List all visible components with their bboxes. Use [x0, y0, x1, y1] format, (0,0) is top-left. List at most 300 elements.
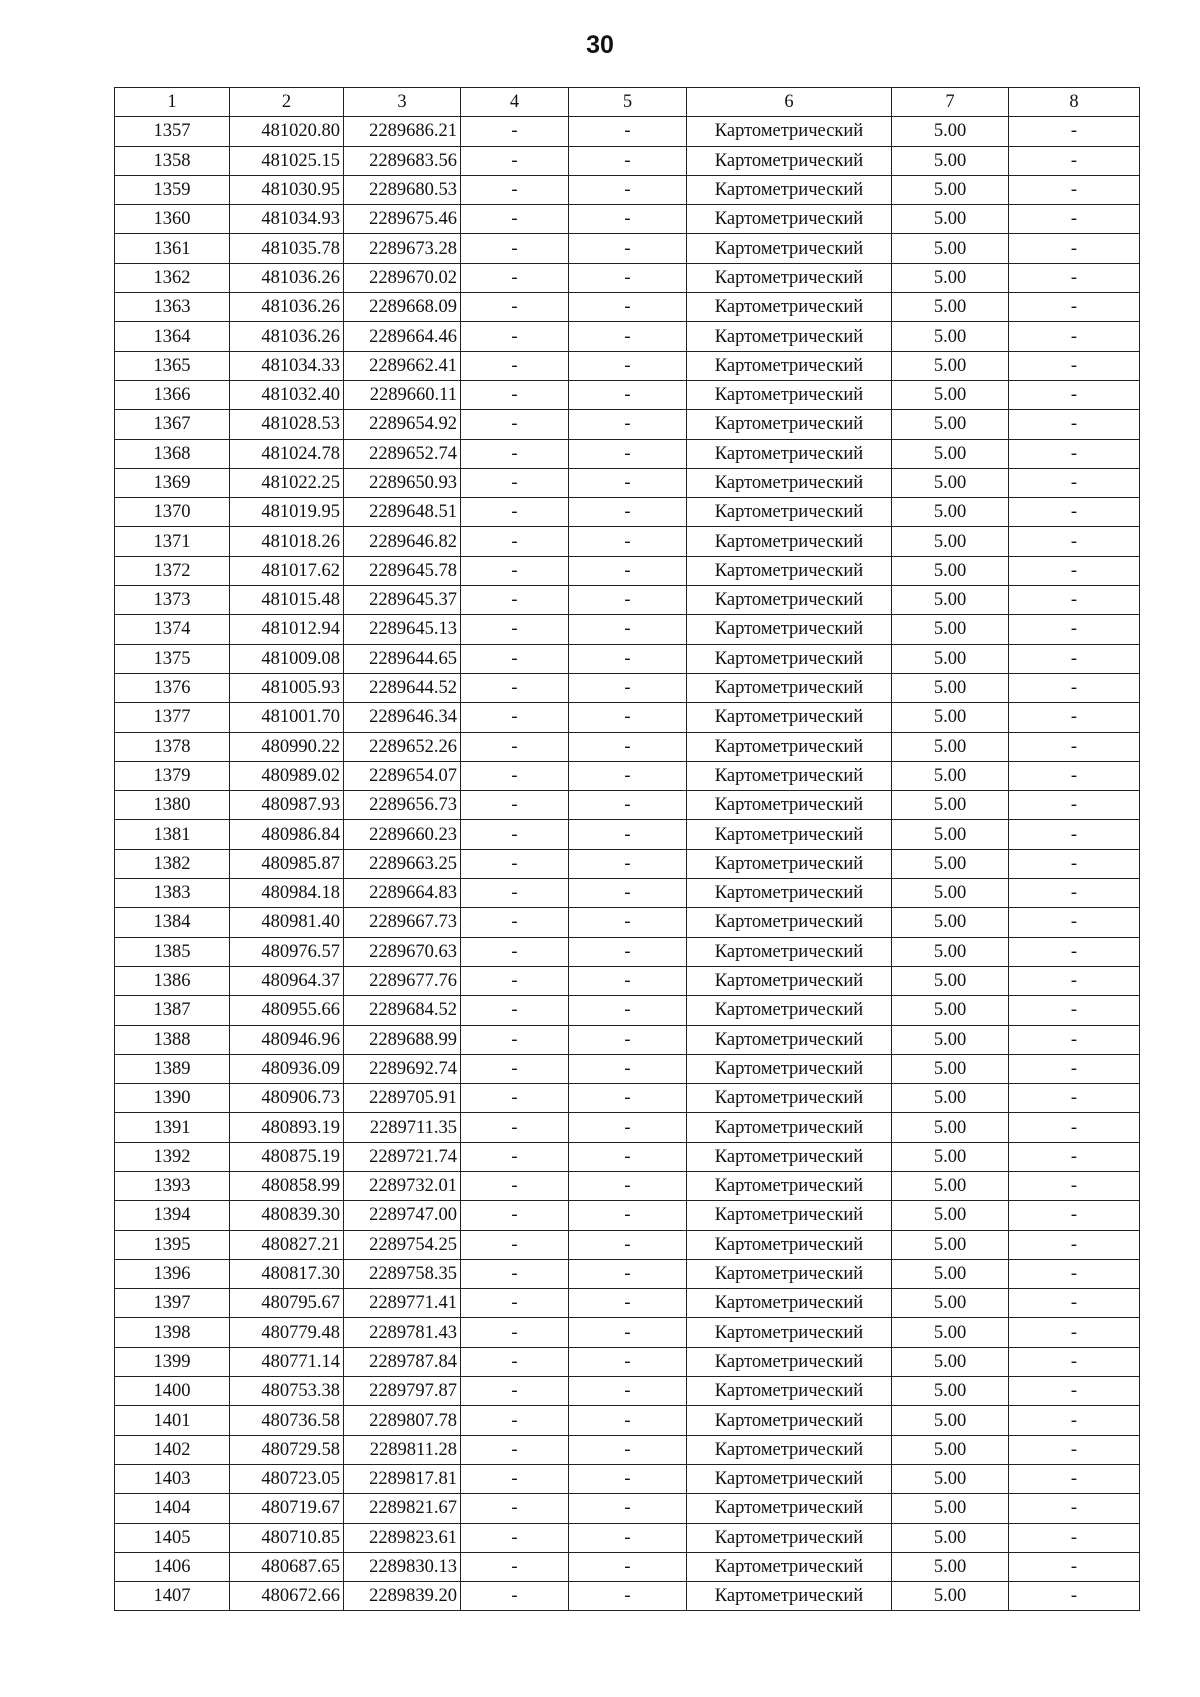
method-cell: Картометрический: [687, 908, 892, 937]
accuracy-cell: 5.00: [892, 439, 1009, 468]
accuracy-cell: 5.00: [892, 498, 1009, 527]
x-coordinate-cell: 480987.93: [230, 791, 344, 820]
col8-cell: -: [1009, 703, 1140, 732]
table-row: [115, 205, 1140, 234]
y-coordinate-cell: 2289654.07: [344, 761, 461, 790]
method-cell: Картометрический: [687, 380, 892, 409]
accuracy-cell: 5.00: [892, 1523, 1009, 1552]
point-number-cell: 1386: [115, 966, 230, 995]
method-cell: Картометрический: [687, 146, 892, 175]
point-number-cell: 1407: [115, 1582, 230, 1611]
col5-cell: -: [569, 1377, 687, 1406]
col8-cell: -: [1009, 615, 1140, 644]
col5-cell: -: [569, 1201, 687, 1230]
y-coordinate-cell: 2289652.26: [344, 732, 461, 761]
accuracy-cell: 5.00: [892, 1435, 1009, 1464]
col4-cell: -: [461, 146, 569, 175]
accuracy-cell: 5.00: [892, 644, 1009, 673]
method-cell: Картометрический: [687, 820, 892, 849]
col8-cell: -: [1009, 996, 1140, 1025]
table-row: [115, 1435, 1140, 1464]
accuracy-cell: 5.00: [892, 673, 1009, 702]
col8-cell: -: [1009, 410, 1140, 439]
x-coordinate-cell: 480985.87: [230, 849, 344, 878]
y-coordinate-cell: 2289646.82: [344, 527, 461, 556]
y-coordinate-cell: 2289673.28: [344, 234, 461, 263]
method-cell: Картометрический: [687, 1230, 892, 1259]
table-row: [115, 380, 1140, 409]
x-coordinate-cell: 481017.62: [230, 556, 344, 585]
table-row: [115, 175, 1140, 204]
method-cell: Картометрический: [687, 117, 892, 146]
y-coordinate-cell: 2289654.92: [344, 410, 461, 439]
col5-cell: -: [569, 849, 687, 878]
y-coordinate-cell: 2289664.46: [344, 322, 461, 351]
point-number-cell: 1363: [115, 293, 230, 322]
point-number-cell: 1388: [115, 1025, 230, 1054]
table-row: [115, 644, 1140, 673]
x-coordinate-cell: 480989.02: [230, 761, 344, 790]
x-coordinate-cell: 481034.93: [230, 205, 344, 234]
table-row: [115, 527, 1140, 556]
col5-cell: -: [569, 996, 687, 1025]
method-cell: Картометрический: [687, 1464, 892, 1493]
y-coordinate-cell: 2289644.65: [344, 644, 461, 673]
col4-cell: -: [461, 1230, 569, 1259]
col4-cell: -: [461, 791, 569, 820]
point-number-cell: 1357: [115, 117, 230, 146]
point-number-cell: 1378: [115, 732, 230, 761]
coordinates-table: [114, 87, 1140, 1611]
method-cell: Картометрический: [687, 732, 892, 761]
col8-cell: -: [1009, 322, 1140, 351]
col5-cell: -: [569, 527, 687, 556]
point-number-cell: 1362: [115, 263, 230, 292]
accuracy-cell: 5.00: [892, 380, 1009, 409]
table-row: [115, 586, 1140, 615]
x-coordinate-cell: 481036.26: [230, 263, 344, 292]
table-row: [115, 1142, 1140, 1171]
point-number-cell: 1385: [115, 937, 230, 966]
col4-cell: -: [461, 1142, 569, 1171]
col4-cell: -: [461, 527, 569, 556]
accuracy-cell: 5.00: [892, 322, 1009, 351]
x-coordinate-cell: 481005.93: [230, 673, 344, 702]
y-coordinate-cell: 2289686.21: [344, 117, 461, 146]
x-coordinate-cell: 481032.40: [230, 380, 344, 409]
x-coordinate-cell: 480936.09: [230, 1054, 344, 1083]
x-coordinate-cell: 480981.40: [230, 908, 344, 937]
table-row: [115, 1347, 1140, 1376]
table-row: [115, 1259, 1140, 1288]
y-coordinate-cell: 2289811.28: [344, 1435, 461, 1464]
method-cell: Картометрический: [687, 1171, 892, 1200]
y-coordinate-cell: 2289664.83: [344, 879, 461, 908]
table-row: [115, 1377, 1140, 1406]
method-cell: Картометрический: [687, 1201, 892, 1230]
col5-cell: -: [569, 644, 687, 673]
table-row: [115, 117, 1140, 146]
accuracy-cell: 5.00: [892, 586, 1009, 615]
col8-cell: -: [1009, 1318, 1140, 1347]
point-number-cell: 1377: [115, 703, 230, 732]
col5-cell: -: [569, 1084, 687, 1113]
col5-cell: -: [569, 322, 687, 351]
x-coordinate-cell: 481012.94: [230, 615, 344, 644]
point-number-cell: 1400: [115, 1377, 230, 1406]
accuracy-cell: 5.00: [892, 996, 1009, 1025]
col5-cell: -: [569, 937, 687, 966]
col4-cell: -: [461, 644, 569, 673]
col5-cell: -: [569, 380, 687, 409]
x-coordinate-cell: 480839.30: [230, 1201, 344, 1230]
col5-cell: -: [569, 673, 687, 702]
point-number-cell: 1405: [115, 1523, 230, 1552]
col5-cell: -: [569, 439, 687, 468]
col4-cell: -: [461, 293, 569, 322]
x-coordinate-cell: 480753.38: [230, 1377, 344, 1406]
method-cell: Картометрический: [687, 1406, 892, 1435]
point-number-cell: 1375: [115, 644, 230, 673]
col5-cell: -: [569, 1347, 687, 1376]
y-coordinate-cell: 2289670.63: [344, 937, 461, 966]
col5-cell: -: [569, 1406, 687, 1435]
col8-cell: -: [1009, 468, 1140, 497]
accuracy-cell: 5.00: [892, 263, 1009, 292]
x-coordinate-cell: 481028.53: [230, 410, 344, 439]
table-row: [115, 996, 1140, 1025]
table-row: [115, 1025, 1140, 1054]
col5-cell: -: [569, 966, 687, 995]
col4-cell: -: [461, 586, 569, 615]
column-header: 2: [230, 88, 344, 117]
col8-cell: -: [1009, 234, 1140, 263]
col5-cell: -: [569, 234, 687, 263]
col8-cell: -: [1009, 1054, 1140, 1083]
x-coordinate-cell: 481030.95: [230, 175, 344, 204]
col8-cell: -: [1009, 556, 1140, 585]
point-number-cell: 1374: [115, 615, 230, 644]
col5-cell: -: [569, 703, 687, 732]
col8-cell: -: [1009, 1406, 1140, 1435]
table-row: [115, 1084, 1140, 1113]
x-coordinate-cell: 480723.05: [230, 1464, 344, 1493]
col8-cell: -: [1009, 1523, 1140, 1552]
accuracy-cell: 5.00: [892, 1464, 1009, 1493]
accuracy-cell: 5.00: [892, 1142, 1009, 1171]
x-coordinate-cell: 480771.14: [230, 1347, 344, 1376]
table-row: [115, 146, 1140, 175]
table-row: [115, 761, 1140, 790]
method-cell: Картометрический: [687, 1142, 892, 1171]
column-header: 6: [687, 88, 892, 117]
col5-cell: -: [569, 175, 687, 204]
point-number-cell: 1392: [115, 1142, 230, 1171]
method-cell: Картометрический: [687, 205, 892, 234]
point-number-cell: 1399: [115, 1347, 230, 1376]
col8-cell: -: [1009, 293, 1140, 322]
point-number-cell: 1379: [115, 761, 230, 790]
col5-cell: -: [569, 732, 687, 761]
y-coordinate-cell: 2289781.43: [344, 1318, 461, 1347]
col5-cell: -: [569, 1523, 687, 1552]
x-coordinate-cell: 481001.70: [230, 703, 344, 732]
table-row: [115, 849, 1140, 878]
point-number-cell: 1381: [115, 820, 230, 849]
y-coordinate-cell: 2289721.74: [344, 1142, 461, 1171]
method-cell: Картометрический: [687, 937, 892, 966]
col5-cell: -: [569, 820, 687, 849]
method-cell: Картометрический: [687, 879, 892, 908]
y-coordinate-cell: 2289652.74: [344, 439, 461, 468]
y-coordinate-cell: 2289677.76: [344, 966, 461, 995]
col4-cell: -: [461, 556, 569, 585]
x-coordinate-cell: 481009.08: [230, 644, 344, 673]
col4-cell: -: [461, 1201, 569, 1230]
method-cell: Картометрический: [687, 263, 892, 292]
accuracy-cell: 5.00: [892, 556, 1009, 585]
table-row: [115, 1113, 1140, 1142]
table-row: [115, 791, 1140, 820]
method-cell: Картометрический: [687, 1582, 892, 1611]
col4-cell: -: [461, 1347, 569, 1376]
point-number-cell: 1361: [115, 234, 230, 263]
col8-cell: -: [1009, 791, 1140, 820]
y-coordinate-cell: 2289705.91: [344, 1084, 461, 1113]
accuracy-cell: 5.00: [892, 146, 1009, 175]
table-row: [115, 966, 1140, 995]
table-row: [115, 1523, 1140, 1552]
col8-cell: -: [1009, 908, 1140, 937]
col4-cell: -: [461, 849, 569, 878]
table-row: [115, 1289, 1140, 1318]
method-cell: Картометрический: [687, 761, 892, 790]
accuracy-cell: 5.00: [892, 1259, 1009, 1288]
point-number-cell: 1398: [115, 1318, 230, 1347]
col8-cell: -: [1009, 1347, 1140, 1376]
point-number-cell: 1402: [115, 1435, 230, 1464]
col5-cell: -: [569, 1113, 687, 1142]
col5-cell: -: [569, 1142, 687, 1171]
x-coordinate-cell: 480719.67: [230, 1494, 344, 1523]
col4-cell: -: [461, 1113, 569, 1142]
col8-cell: -: [1009, 586, 1140, 615]
y-coordinate-cell: 2289839.20: [344, 1582, 461, 1611]
point-number-cell: 1383: [115, 879, 230, 908]
col4-cell: -: [461, 732, 569, 761]
table-row: [115, 1582, 1140, 1611]
col4-cell: -: [461, 1377, 569, 1406]
table-row: [115, 293, 1140, 322]
x-coordinate-cell: 480858.99: [230, 1171, 344, 1200]
y-coordinate-cell: 2289683.56: [344, 146, 461, 175]
accuracy-cell: 5.00: [892, 908, 1009, 937]
col4-cell: -: [461, 410, 569, 439]
col4-cell: -: [461, 761, 569, 790]
accuracy-cell: 5.00: [892, 1230, 1009, 1259]
point-number-cell: 1394: [115, 1201, 230, 1230]
page-number: 30: [586, 31, 614, 59]
method-cell: Картометрический: [687, 410, 892, 439]
accuracy-cell: 5.00: [892, 1347, 1009, 1376]
col8-cell: -: [1009, 205, 1140, 234]
col8-cell: -: [1009, 351, 1140, 380]
col5-cell: -: [569, 1259, 687, 1288]
table-row: [115, 1054, 1140, 1083]
accuracy-cell: 5.00: [892, 1582, 1009, 1611]
accuracy-cell: 5.00: [892, 1406, 1009, 1435]
col4-cell: -: [461, 205, 569, 234]
x-coordinate-cell: 480946.96: [230, 1025, 344, 1054]
x-coordinate-cell: 480984.18: [230, 879, 344, 908]
x-coordinate-cell: 480687.65: [230, 1552, 344, 1581]
x-coordinate-cell: 481022.25: [230, 468, 344, 497]
x-coordinate-cell: 480990.22: [230, 732, 344, 761]
col8-cell: -: [1009, 1259, 1140, 1288]
method-cell: Картометрический: [687, 1289, 892, 1318]
accuracy-cell: 5.00: [892, 1377, 1009, 1406]
col8-cell: -: [1009, 820, 1140, 849]
accuracy-cell: 5.00: [892, 175, 1009, 204]
point-number-cell: 1359: [115, 175, 230, 204]
col4-cell: -: [461, 322, 569, 351]
accuracy-cell: 5.00: [892, 966, 1009, 995]
col5-cell: -: [569, 615, 687, 644]
y-coordinate-cell: 2289823.61: [344, 1523, 461, 1552]
y-coordinate-cell: 2289645.37: [344, 586, 461, 615]
method-cell: Картометрический: [687, 996, 892, 1025]
method-cell: Картометрический: [687, 1259, 892, 1288]
y-coordinate-cell: 2289797.87: [344, 1377, 461, 1406]
col5-cell: -: [569, 1054, 687, 1083]
point-number-cell: 1364: [115, 322, 230, 351]
col4-cell: -: [461, 966, 569, 995]
accuracy-cell: 5.00: [892, 1171, 1009, 1200]
x-coordinate-cell: 480779.48: [230, 1318, 344, 1347]
accuracy-cell: 5.00: [892, 234, 1009, 263]
table-row: [115, 937, 1140, 966]
x-coordinate-cell: 480795.67: [230, 1289, 344, 1318]
x-coordinate-cell: 481020.80: [230, 117, 344, 146]
method-cell: Картометрический: [687, 468, 892, 497]
point-number-cell: 1376: [115, 673, 230, 702]
table-row: [115, 1201, 1140, 1230]
col8-cell: -: [1009, 1289, 1140, 1318]
col8-cell: -: [1009, 439, 1140, 468]
point-number-cell: 1360: [115, 205, 230, 234]
col5-cell: -: [569, 1582, 687, 1611]
table-row: [115, 908, 1140, 937]
col5-cell: -: [569, 146, 687, 175]
col4-cell: -: [461, 996, 569, 1025]
col5-cell: -: [569, 351, 687, 380]
column-header: 5: [569, 88, 687, 117]
accuracy-cell: 5.00: [892, 1054, 1009, 1083]
accuracy-cell: 5.00: [892, 1201, 1009, 1230]
point-number-cell: 1371: [115, 527, 230, 556]
accuracy-cell: 5.00: [892, 1084, 1009, 1113]
col5-cell: -: [569, 117, 687, 146]
method-cell: Картометрический: [687, 1113, 892, 1142]
method-cell: Картометрический: [687, 439, 892, 468]
col4-cell: -: [461, 1464, 569, 1493]
x-coordinate-cell: 480736.58: [230, 1406, 344, 1435]
col5-cell: -: [569, 586, 687, 615]
table-row: [115, 468, 1140, 497]
method-cell: Картометрический: [687, 615, 892, 644]
col4-cell: -: [461, 351, 569, 380]
x-coordinate-cell: 480729.58: [230, 1435, 344, 1464]
y-coordinate-cell: 2289656.73: [344, 791, 461, 820]
col4-cell: -: [461, 703, 569, 732]
point-number-cell: 1382: [115, 849, 230, 878]
col5-cell: -: [569, 1464, 687, 1493]
col4-cell: -: [461, 1025, 569, 1054]
y-coordinate-cell: 2289692.74: [344, 1054, 461, 1083]
point-number-cell: 1369: [115, 468, 230, 497]
y-coordinate-cell: 2289675.46: [344, 205, 461, 234]
point-number-cell: 1372: [115, 556, 230, 585]
accuracy-cell: 5.00: [892, 761, 1009, 790]
point-number-cell: 1396: [115, 1259, 230, 1288]
table-row: [115, 703, 1140, 732]
accuracy-cell: 5.00: [892, 615, 1009, 644]
x-coordinate-cell: 480955.66: [230, 996, 344, 1025]
accuracy-cell: 5.00: [892, 703, 1009, 732]
accuracy-cell: 5.00: [892, 1289, 1009, 1318]
y-coordinate-cell: 2289648.51: [344, 498, 461, 527]
column-header: 4: [461, 88, 569, 117]
col8-cell: -: [1009, 879, 1140, 908]
accuracy-cell: 5.00: [892, 1318, 1009, 1347]
col8-cell: -: [1009, 644, 1140, 673]
col8-cell: -: [1009, 849, 1140, 878]
method-cell: Картометрический: [687, 1025, 892, 1054]
table-row: [115, 322, 1140, 351]
col4-cell: -: [461, 1054, 569, 1083]
col4-cell: -: [461, 1435, 569, 1464]
col8-cell: -: [1009, 966, 1140, 995]
y-coordinate-cell: 2289660.11: [344, 380, 461, 409]
method-cell: Картометрический: [687, 703, 892, 732]
col8-cell: -: [1009, 1435, 1140, 1464]
accuracy-cell: 5.00: [892, 1113, 1009, 1142]
table-row: [115, 1464, 1140, 1493]
col8-cell: -: [1009, 732, 1140, 761]
point-number-cell: 1358: [115, 146, 230, 175]
method-cell: Картометрический: [687, 1435, 892, 1464]
col4-cell: -: [461, 1259, 569, 1288]
table-row: [115, 615, 1140, 644]
col8-cell: -: [1009, 1377, 1140, 1406]
table-row: [115, 410, 1140, 439]
y-coordinate-cell: 2289732.01: [344, 1171, 461, 1200]
col4-cell: -: [461, 234, 569, 263]
y-coordinate-cell: 2289830.13: [344, 1552, 461, 1581]
x-coordinate-cell: 480817.30: [230, 1259, 344, 1288]
y-coordinate-cell: 2289680.53: [344, 175, 461, 204]
y-coordinate-cell: 2289670.02: [344, 263, 461, 292]
col5-cell: -: [569, 1494, 687, 1523]
y-coordinate-cell: 2289644.52: [344, 673, 461, 702]
col5-cell: -: [569, 410, 687, 439]
table-row: [115, 1552, 1140, 1581]
x-coordinate-cell: 480986.84: [230, 820, 344, 849]
point-number-cell: 1380: [115, 791, 230, 820]
col4-cell: -: [461, 673, 569, 702]
point-number-cell: 1367: [115, 410, 230, 439]
x-coordinate-cell: 480893.19: [230, 1113, 344, 1142]
